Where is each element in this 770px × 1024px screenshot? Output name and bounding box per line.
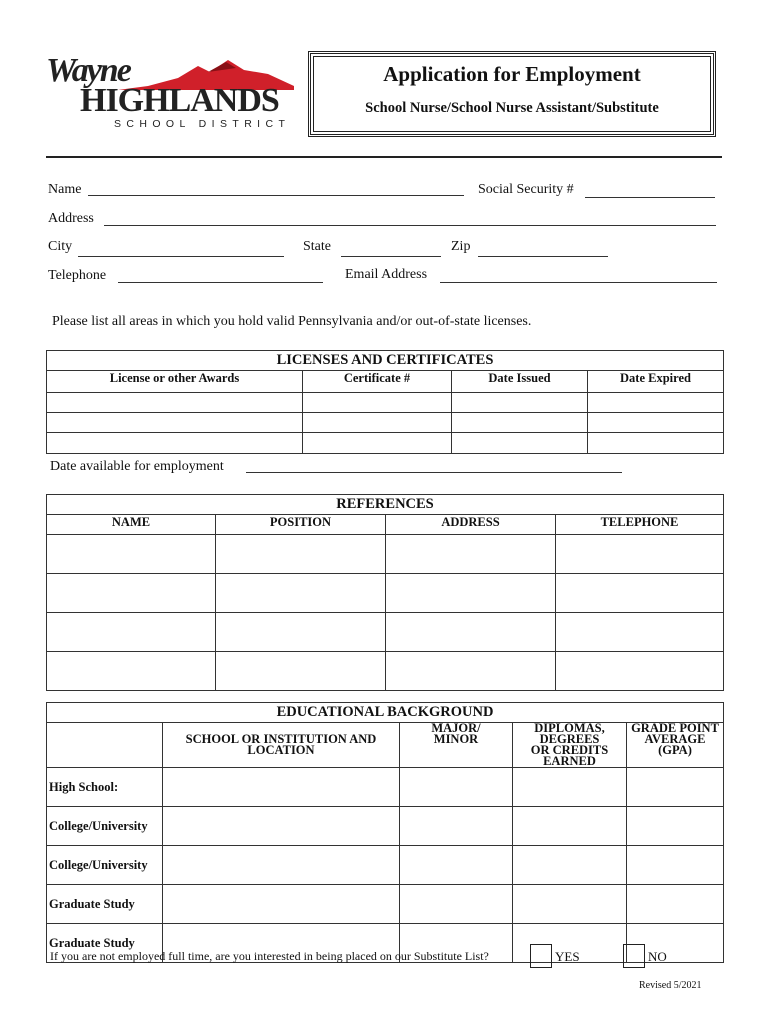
table-cell[interactable]: [588, 413, 724, 433]
city-field[interactable]: [78, 256, 284, 257]
education-row-label: College/University: [47, 846, 163, 885]
table-cell[interactable]: [627, 768, 724, 807]
education-corner: [47, 723, 163, 768]
table-row: [47, 433, 724, 454]
table-cell[interactable]: [47, 433, 303, 454]
table-cell[interactable]: [588, 393, 724, 413]
ssn-label: Social Security #: [478, 182, 574, 197]
address-field[interactable]: [104, 225, 716, 226]
table-cell[interactable]: [400, 846, 513, 885]
telephone-field[interactable]: [118, 282, 323, 283]
table-cell[interactable]: [163, 885, 400, 924]
table-row: [47, 885, 724, 924]
table-cell[interactable]: [47, 535, 216, 574]
table-cell[interactable]: [452, 413, 588, 433]
table-cell[interactable]: [386, 535, 556, 574]
table-cell[interactable]: [303, 433, 452, 454]
page-subtitle: School Nurse/School Nurse Assistant/Substitute: [365, 100, 659, 116]
education-table: [46, 702, 724, 963]
education-col-school: SCHOOL OR INSTITUTION AND LOCATION: [163, 723, 400, 768]
no-checkbox[interactable]: [623, 944, 645, 968]
state-label: State: [303, 239, 331, 254]
substitute-question: If you are not employed full time, are you interested in being placed on our Substitute List?: [50, 949, 489, 963]
table-cell[interactable]: [513, 846, 627, 885]
licenses-table: [46, 350, 724, 454]
telephone-label: Telephone: [48, 268, 107, 283]
table-cell[interactable]: [303, 393, 452, 413]
table-cell[interactable]: [163, 768, 400, 807]
email-label: Email Address: [345, 267, 428, 282]
table-cell[interactable]: [627, 885, 724, 924]
education-row-label: Graduate Study: [47, 924, 163, 963]
table-row: [47, 768, 724, 807]
name-field[interactable]: [88, 195, 464, 196]
yes-label: YES: [555, 949, 580, 964]
references-col-position: POSITION: [216, 515, 386, 535]
district-logo: [46, 52, 296, 138]
table-cell[interactable]: [400, 885, 513, 924]
education-col-major: MAJOR/ MINOR: [400, 723, 513, 768]
ssn-field[interactable]: [585, 197, 715, 198]
table-cell[interactable]: [513, 807, 627, 846]
table-cell[interactable]: [216, 574, 386, 613]
table-row: [47, 574, 724, 613]
table-cell[interactable]: [588, 433, 724, 454]
table-cell[interactable]: [513, 885, 627, 924]
licenses-col-expired: Date Expired: [588, 371, 724, 393]
table-cell[interactable]: [47, 652, 216, 691]
availability-label: Date available for employment: [50, 459, 224, 474]
table-cell[interactable]: [386, 652, 556, 691]
table-cell[interactable]: [47, 613, 216, 652]
zip-label: Zip: [451, 239, 471, 254]
table-cell[interactable]: [452, 433, 588, 454]
licenses-intro: Please list all areas in which you hold valid Pennsylvania and/or out-of-state licenses.: [52, 314, 532, 329]
table-cell[interactable]: [47, 574, 216, 613]
table-row: [47, 846, 724, 885]
education-row-label: High School:: [47, 768, 163, 807]
zip-field[interactable]: [478, 256, 608, 257]
table-cell[interactable]: [216, 535, 386, 574]
table-cell[interactable]: [386, 574, 556, 613]
page-title: Application for Employment: [383, 62, 641, 86]
table-row: [47, 807, 724, 846]
state-field[interactable]: [341, 256, 441, 257]
references-col-address: ADDRESS: [386, 515, 556, 535]
logo-highlands-text: HIGHLANDS: [80, 82, 279, 119]
education-row-label: Graduate Study: [47, 885, 163, 924]
table-cell[interactable]: [47, 393, 303, 413]
table-cell[interactable]: [400, 807, 513, 846]
city-label: City: [48, 239, 73, 254]
licenses-caption: LICENSES AND CERTIFICATES: [47, 351, 724, 371]
table-row: [47, 413, 724, 433]
table-row: [47, 652, 724, 691]
table-cell[interactable]: [386, 613, 556, 652]
table-cell[interactable]: [556, 574, 724, 613]
table-cell[interactable]: [163, 846, 400, 885]
references-table: [46, 494, 724, 691]
table-row: [47, 535, 724, 574]
licenses-col-issued: Date Issued: [452, 371, 588, 393]
licenses-col-cert: Certificate #: [303, 371, 452, 393]
email-field[interactable]: [440, 282, 717, 283]
references-col-name: NAME: [47, 515, 216, 535]
revised-date: Revised 5/2021: [639, 980, 702, 991]
availability-field[interactable]: [246, 472, 622, 473]
table-cell[interactable]: [303, 413, 452, 433]
table-row: [47, 393, 724, 413]
table-row: [47, 613, 724, 652]
table-cell[interactable]: [627, 846, 724, 885]
no-label: NO: [648, 949, 667, 964]
logo-school-district-text: SCHOOL DISTRICT: [114, 118, 291, 130]
education-row-label: College/University: [47, 807, 163, 846]
yes-checkbox[interactable]: [530, 944, 552, 968]
table-cell[interactable]: [556, 652, 724, 691]
table-cell[interactable]: [627, 807, 724, 846]
table-cell[interactable]: [452, 393, 588, 413]
table-cell[interactable]: [216, 652, 386, 691]
logo-wayne-text: Wayne: [46, 52, 130, 89]
table-cell[interactable]: [556, 535, 724, 574]
name-label: Name: [48, 182, 82, 197]
table-cell[interactable]: [513, 768, 627, 807]
table-cell[interactable]: [400, 768, 513, 807]
education-caption: EDUCATIONAL BACKGROUND: [47, 703, 724, 723]
title-box: [308, 51, 716, 137]
references-caption: REFERENCES: [47, 495, 724, 515]
education-col-diplomas: DIPLOMAS, DEGREES OR CREDITS EARNED: [513, 723, 627, 768]
header-divider: [46, 156, 722, 158]
references-col-telephone: TELEPHONE: [556, 515, 724, 535]
table-cell[interactable]: [47, 413, 303, 433]
address-label: Address: [48, 211, 94, 226]
table-cell[interactable]: [556, 613, 724, 652]
table-cell[interactable]: [163, 807, 400, 846]
education-col-gpa: GRADE POINT AVERAGE (GPA): [627, 723, 724, 768]
licenses-col-award: License or other Awards: [47, 371, 303, 393]
table-cell[interactable]: [216, 613, 386, 652]
